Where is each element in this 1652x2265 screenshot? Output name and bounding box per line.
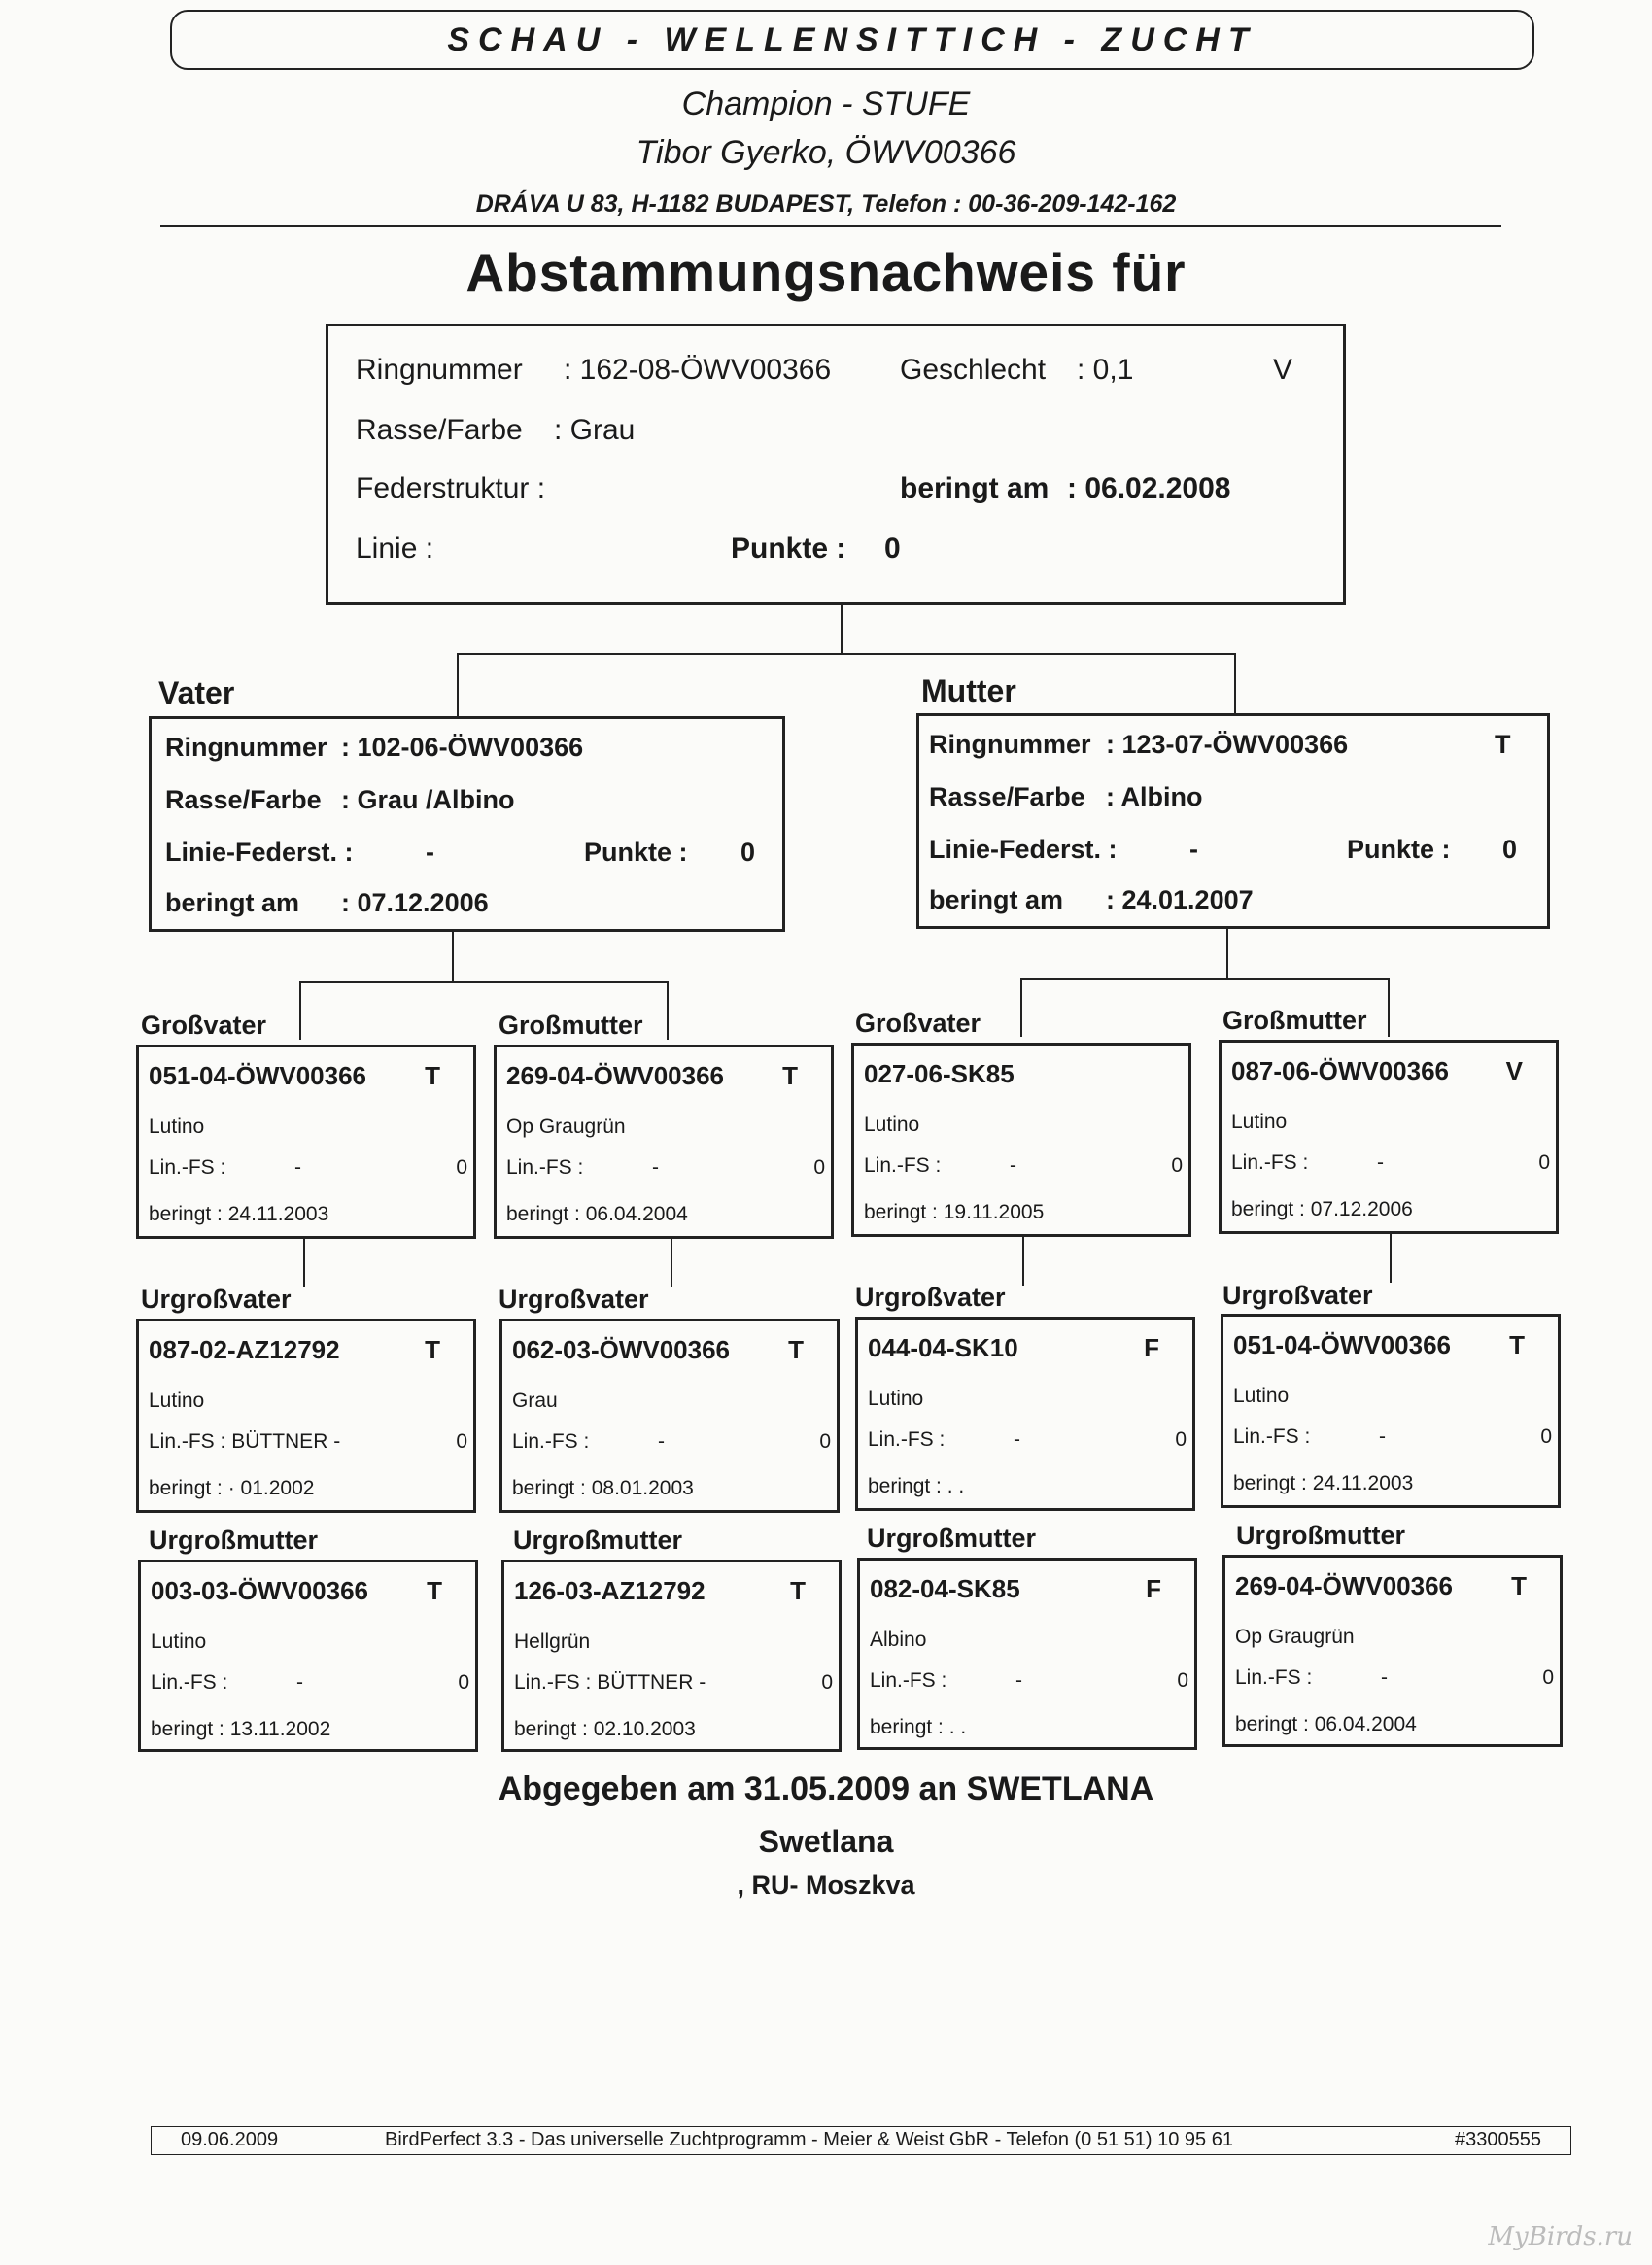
ancestor-ring: 269-04-ÖWV00366: [506, 1061, 725, 1090]
ancestor-beringt: beringt : 02.10.2003: [514, 1718, 696, 1740]
ancestor-color: Lutino: [1233, 1385, 1290, 1407]
header-rule: [160, 225, 1501, 227]
ancestor-beringt: beringt : 07.12.2006: [1231, 1198, 1413, 1220]
connector: [299, 981, 667, 983]
ancestor-lin: Lin.-FS :: [864, 1154, 942, 1177]
ancestor-lin: Lin.-FS :: [868, 1428, 946, 1451]
ancestor-lin-value: -: [1015, 1669, 1022, 1692]
bird-ring-value: : 162-08-ÖWV00366: [564, 354, 832, 386]
connector: [1234, 653, 1236, 713]
ancestor-ring: 082-04-SK85: [870, 1574, 1020, 1603]
connector: [1226, 929, 1228, 979]
bird-mark: V: [1273, 354, 1293, 386]
ancestor-color: Lutino: [1231, 1111, 1288, 1133]
ancestor-label: Großvater: [141, 1011, 267, 1040]
connector: [299, 981, 301, 1040]
connector: [1022, 1237, 1024, 1286]
ancestor-label: Urgroßvater: [1222, 1281, 1373, 1310]
ancestor-ring: 051-04-ÖWV00366: [149, 1061, 367, 1090]
ancestor-ring: 087-06-ÖWV00366: [1231, 1056, 1450, 1085]
footer-date: 09.06.2009: [181, 2129, 279, 2150]
ancestor-sex: T: [782, 1061, 798, 1090]
ancestor-points: 0: [1540, 1425, 1552, 1448]
ancestor-card: [1219, 1040, 1559, 1234]
father-ring-label: Ringnummer: [165, 733, 327, 762]
ancestor-lin: Lin.-FS :: [870, 1669, 947, 1692]
ancestor-lin-value: -: [1379, 1425, 1386, 1448]
ancestor-card: [499, 1319, 840, 1513]
ancestor-label: Großvater: [855, 1009, 981, 1038]
father-beringt-label: beringt am: [165, 888, 300, 917]
ancestor-card: [136, 1319, 476, 1513]
ancestor-lin-value: -: [1010, 1154, 1016, 1177]
ancestor-lin-value: -: [1377, 1151, 1384, 1174]
ancestor-label: Großmutter: [1222, 1006, 1367, 1035]
father-heading: Vater: [158, 675, 235, 710]
bird-linie-label: Linie :: [356, 532, 434, 565]
ancestor-lin: Lin.-FS : BÜTTNER -: [149, 1430, 341, 1453]
mother-linie-value: -: [1189, 835, 1198, 864]
ancestor-points: 0: [1542, 1666, 1554, 1689]
ancestor-lin-value: -: [652, 1156, 659, 1179]
ancestor-color: Lutino: [151, 1630, 207, 1653]
ancestor-points: 0: [1171, 1154, 1183, 1177]
ancestor-lin: Lin.-FS :: [1235, 1666, 1313, 1689]
breeder-name: Tibor Gyerko, ÖWV00366: [636, 134, 1016, 171]
bird-punkte-label: Punkte :: [731, 532, 846, 565]
ancestor-sex: F: [1146, 1574, 1161, 1603]
mother-punkte-value: 0: [1502, 835, 1518, 864]
ancestor-lin: Lin.-FS :: [151, 1671, 228, 1694]
ancestor-beringt: beringt : . .: [870, 1716, 967, 1738]
bird-sex-value: : 0,1: [1077, 354, 1134, 386]
ancestor-points: 0: [1175, 1428, 1187, 1451]
ancestor-color: Op Graugrün: [1235, 1626, 1355, 1648]
ancestor-beringt: beringt : 13.11.2002: [151, 1718, 331, 1740]
ancestor-color: Lutino: [868, 1388, 924, 1410]
ancestor-card: [501, 1560, 842, 1752]
ancestor-label: Urgroßmutter: [149, 1526, 318, 1555]
ancestor-card: [851, 1043, 1191, 1237]
ancestor-lin: Lin.-FS :: [1233, 1425, 1311, 1448]
ancestor-label: Urgroßmutter: [1236, 1521, 1405, 1550]
father-ring-value: : 102-06-ÖWV00366: [341, 733, 584, 762]
mother-rasse-label: Rasse/Farbe: [929, 782, 1085, 811]
bird-box: [326, 324, 1346, 605]
connector: [303, 1239, 305, 1287]
page-title: Abstammungsnachweis für: [465, 242, 1187, 302]
ancestor-lin: Lin.-FS :: [149, 1156, 226, 1179]
ancestor-card: [1222, 1555, 1563, 1747]
ancestor-ring: 003-03-ÖWV00366: [151, 1576, 369, 1605]
ancestor-sex: T: [788, 1335, 804, 1364]
ancestor-card: [494, 1045, 834, 1239]
bird-beringt-value: : 06.02.2008: [1067, 472, 1231, 504]
ancestor-ring: 051-04-ÖWV00366: [1233, 1330, 1452, 1359]
ancestor-points: 0: [819, 1430, 831, 1453]
ancestor-beringt: beringt : 08.01.2003: [512, 1477, 694, 1499]
mother-ring-value: : 123-07-ÖWV00366: [1106, 730, 1349, 759]
connector: [1020, 978, 1022, 1037]
ancestor-ring: 269-04-ÖWV00366: [1235, 1571, 1454, 1600]
father-box: [149, 716, 785, 932]
connector: [671, 1239, 672, 1287]
ancestor-label: Urgroßvater: [141, 1285, 292, 1314]
footer-bar: [151, 2126, 1571, 2155]
mother-box: [916, 713, 1550, 929]
ancestor-sex: V: [1505, 1056, 1523, 1085]
ancestor-lin-value: -: [294, 1156, 301, 1179]
ancestor-color: Albino: [870, 1629, 927, 1651]
ancestor-lin-value: -: [1381, 1666, 1388, 1689]
transfer-location: , RU- Moszkva: [737, 1870, 915, 1900]
mother-rasse-value: : Albino: [1106, 782, 1203, 811]
ancestor-ring: 126-03-AZ12792: [514, 1576, 706, 1605]
mother-mark: T: [1495, 730, 1511, 759]
mother-heading: Mutter: [921, 673, 1016, 708]
ancestor-label: Urgroßvater: [499, 1285, 649, 1314]
connector: [1020, 978, 1388, 980]
bird-rasse-value: : Grau: [554, 414, 636, 446]
ancestor-lin: Lin.-FS : BÜTTNER -: [514, 1671, 706, 1694]
ancestor-sex: T: [1511, 1571, 1527, 1600]
ancestor-sex: T: [1509, 1330, 1525, 1359]
father-beringt-value: : 07.12.2006: [341, 888, 489, 917]
ancestor-points: 0: [456, 1156, 467, 1179]
ancestor-label: Urgroßvater: [855, 1283, 1006, 1312]
ancestor-ring: 044-04-SK10: [868, 1333, 1018, 1362]
ancestor-color: Lutino: [149, 1390, 205, 1412]
ancestor-sex: T: [790, 1576, 806, 1605]
father-linie-label: Linie-Federst. :: [165, 838, 354, 867]
father-rasse-label: Rasse/Farbe: [165, 785, 322, 814]
bird-punkte-value: 0: [884, 532, 901, 565]
connector: [457, 653, 1234, 655]
ancestor-color: Hellgrün: [514, 1630, 591, 1653]
ancestor-label: Urgroßmutter: [867, 1524, 1036, 1553]
bird-ring-label: Ringnummer: [356, 354, 523, 386]
stufe-heading: Champion - STUFE: [681, 86, 971, 122]
ancestor-beringt: beringt : . .: [868, 1475, 965, 1497]
ancestor-lin: Lin.-FS :: [512, 1430, 590, 1453]
bird-feder-label: Federstruktur :: [356, 472, 546, 504]
ancestor-card: [138, 1560, 478, 1752]
footer-software: BirdPerfect 3.3 - Das universelle Zuchtprogramm - Meier & Weist GbR - Telefon (0 51 51) 10 95 61: [385, 2129, 1233, 2150]
ancestor-lin-value: -: [658, 1430, 665, 1453]
breeder-address: DRÁVA U 83, H-1182 BUDAPEST, Telefon : 00-36-209-142-162: [475, 190, 1177, 218]
father-punkte-label: Punkte :: [584, 838, 688, 867]
ancestor-points: 0: [1177, 1669, 1188, 1692]
ancestor-beringt: beringt : 06.04.2004: [1235, 1713, 1417, 1735]
ancestor-color: Lutino: [864, 1114, 920, 1136]
ancestor-points: 0: [821, 1671, 833, 1694]
ancestor-beringt: beringt : 19.11.2005: [864, 1201, 1045, 1223]
transfer-recipient: Swetlana: [758, 1824, 894, 1859]
connector: [667, 981, 669, 1040]
connector: [841, 605, 843, 654]
ancestor-card: [857, 1558, 1197, 1750]
ancestor-sex: F: [1144, 1333, 1159, 1362]
ancestor-lin-value: -: [1014, 1428, 1020, 1451]
bird-sex-label: Geschlecht: [900, 354, 1047, 386]
ancestor-points: 0: [458, 1671, 469, 1694]
ancestor-lin: Lin.-FS :: [1231, 1151, 1309, 1174]
ancestor-color: Op Graugrün: [506, 1115, 626, 1138]
connector: [1390, 1234, 1392, 1283]
mother-beringt-label: beringt am: [929, 885, 1064, 914]
ancestor-beringt: beringt : 24.11.2003: [149, 1203, 329, 1225]
footer-code: #3300555: [1455, 2129, 1541, 2150]
watermark: MyBirds.ru: [1488, 2222, 1633, 2251]
ancestor-color: Grau: [512, 1390, 558, 1412]
ancestor-sex: T: [427, 1576, 442, 1605]
ancestor-beringt: beringt : 06.04.2004: [506, 1203, 688, 1225]
mother-beringt-value: : 24.01.2007: [1106, 885, 1254, 914]
ancestor-beringt: beringt : · 01.2002: [149, 1477, 315, 1499]
header-banner: SCHAU - WELLENSITTICH - ZUCHT: [170, 10, 1534, 70]
ancestor-card: [855, 1317, 1195, 1511]
ancestor-ring: 087-02-AZ12792: [149, 1335, 340, 1364]
connector: [1388, 978, 1390, 1037]
mother-ring-label: Ringnummer: [929, 730, 1091, 759]
ancestor-ring: 062-03-ÖWV00366: [512, 1335, 731, 1364]
ancestor-sex: T: [425, 1335, 440, 1364]
mother-linie-label: Linie-Federst. :: [929, 835, 1118, 864]
ancestor-ring: 027-06-SK85: [864, 1059, 1015, 1088]
ancestor-lin: Lin.-FS :: [506, 1156, 584, 1179]
ancestor-points: 0: [1538, 1151, 1550, 1174]
ancestor-color: Lutino: [149, 1115, 205, 1138]
ancestor-card: [136, 1045, 476, 1239]
ancestor-sex: T: [425, 1061, 440, 1090]
transfer-line: Abgegeben am 31.05.2009 an SWETLANA: [498, 1770, 1154, 1807]
ancestor-points: 0: [813, 1156, 825, 1179]
ancestor-label: Großmutter: [499, 1011, 643, 1040]
bird-beringt-label: beringt am: [900, 472, 1050, 504]
connector: [452, 932, 454, 982]
mother-punkte-label: Punkte :: [1347, 835, 1451, 864]
father-punkte-value: 0: [740, 838, 756, 867]
father-rasse-value: : Grau /Albino: [341, 785, 515, 814]
ancestor-card: [1221, 1314, 1561, 1508]
connector: [457, 653, 459, 716]
father-linie-value: -: [426, 838, 434, 867]
ancestor-label: Urgroßmutter: [513, 1526, 682, 1555]
bird-rasse-label: Rasse/Farbe: [356, 414, 523, 446]
ancestor-points: 0: [456, 1430, 467, 1453]
ancestor-beringt: beringt : 24.11.2003: [1233, 1472, 1414, 1494]
ancestor-lin-value: -: [296, 1671, 303, 1694]
